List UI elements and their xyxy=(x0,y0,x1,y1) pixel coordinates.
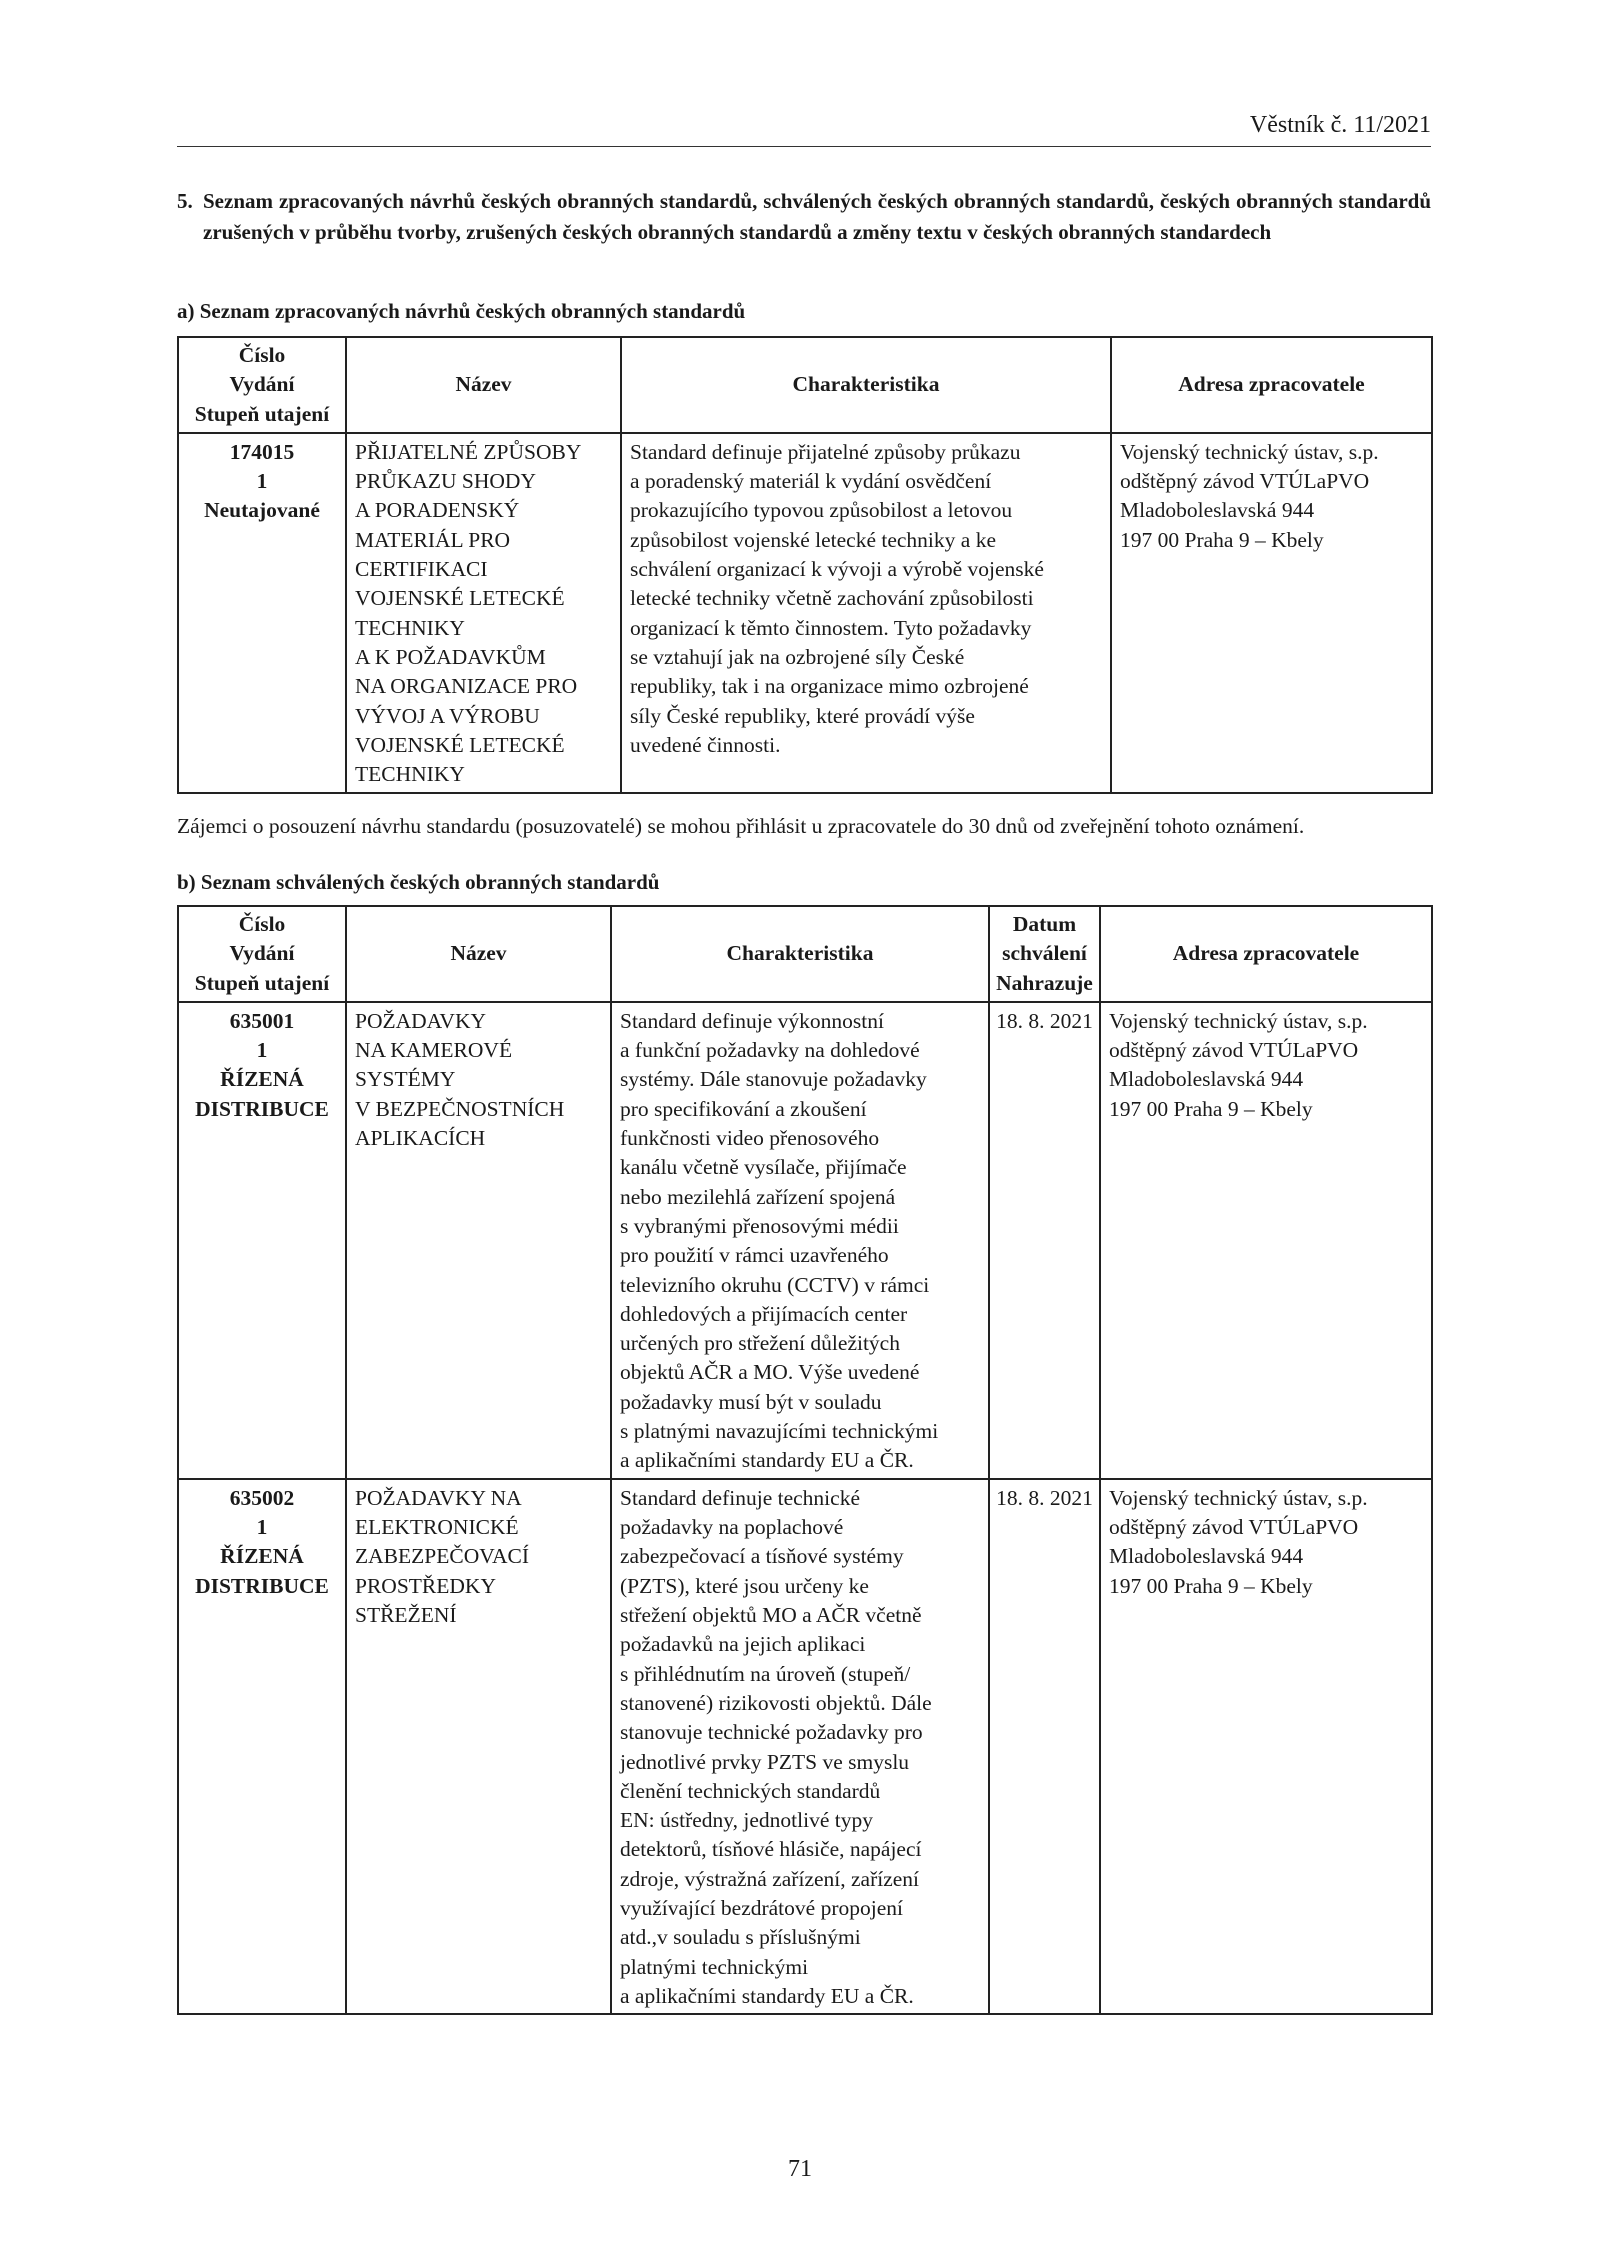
address-line: Mladoboleslavská 944 xyxy=(1120,498,1315,523)
header-characteristics-cell: Charakteristika xyxy=(611,906,989,1002)
characteristics-line: Standard definuje výkonnostní xyxy=(620,1008,884,1033)
table-row xyxy=(178,1479,1432,2014)
header-date-cell xyxy=(989,906,1100,1002)
table-row xyxy=(178,1002,1432,1479)
name-line: NA KAMEROVÉ xyxy=(355,1038,513,1063)
table-a-header-row xyxy=(178,337,1432,433)
approval-date-cell: 18. 8. 2021 xyxy=(989,1479,1100,2014)
characteristics-line: Standard definuje technické xyxy=(620,1485,860,1510)
address-line: 197 00 Praha 9 – Kbely xyxy=(1109,1573,1313,1598)
standard-number: 174015 xyxy=(229,439,295,464)
name-line: PŘIJATELNÉ ZPŮSOBY xyxy=(355,439,582,464)
characteristics-line: pro specifikování a zkoušení xyxy=(620,1096,867,1121)
header-id-line: Stupeň utajení xyxy=(194,401,330,426)
standard-number: 635002 xyxy=(229,1485,295,1510)
name-line: POŽADAVKY NA xyxy=(355,1485,522,1510)
characteristics-line: způsobilost vojenské letecké techniky a ke xyxy=(630,527,996,552)
characteristics-line: členění technických standardů xyxy=(620,1778,881,1803)
characteristics-line: (PZTS), které jsou určeny ke xyxy=(620,1573,869,1598)
table-a-title: a) Seznam zpracovaných návrhů českých obranných standardů xyxy=(177,299,746,323)
name-line: NA ORGANIZACE PRO xyxy=(355,674,578,699)
section-heading xyxy=(177,186,1431,248)
standard-edition: 1 xyxy=(256,1038,268,1063)
standard-name-cell xyxy=(346,1479,611,2014)
characteristics-line: stanovené) rizikovosti objektů. Dále xyxy=(620,1690,932,1715)
characteristics-line: uvedené činnosti. xyxy=(630,732,781,757)
characteristics-line: jednotlivé prvky PZTS ve smyslu xyxy=(620,1749,910,1774)
table-row xyxy=(178,433,1432,793)
header-id-line: Číslo xyxy=(238,912,286,936)
address-line: Mladoboleslavská 944 xyxy=(1109,1544,1304,1569)
name-line: APLIKACÍCH xyxy=(355,1126,486,1151)
name-line: VOJENSKÉ LETECKÉ xyxy=(355,586,565,611)
characteristics-line: dohledových a přijímacích center xyxy=(620,1301,908,1326)
characteristics-line: kanálu včetně vysílače, přijímače xyxy=(620,1155,907,1180)
characteristics-line: prokazujícího typovou způsobilost a letovou xyxy=(630,498,1013,523)
characteristics-line: požadavků na jejich aplikaci xyxy=(620,1632,866,1657)
name-line: V BEZPEČNOSTNÍCH xyxy=(355,1096,565,1121)
header-address-cell: Adresa zpracovatele xyxy=(1100,906,1432,1002)
characteristics-cell xyxy=(611,1002,989,1479)
characteristics-line: síly České republiky, které provádí výše xyxy=(630,703,975,728)
header-address-cell: Adresa zpracovatele xyxy=(1111,337,1432,433)
section-title: Seznam zpracovaných návrhů českých obranných standardů, schválených českých obranných standardů, českých obranných standardů zrušených v průběhu tvorby, zrušených českých obranných standardů a změny textu v českých obranných standardech xyxy=(203,189,1431,244)
standard-id-cell xyxy=(178,1002,346,1479)
characteristics-line: objektů AČR a MO. Výše uvedené xyxy=(620,1360,920,1385)
header-id-line: Číslo xyxy=(238,343,286,367)
characteristics-line: atd.,v souladu s příslušnými xyxy=(620,1925,861,1950)
characteristics-line: požadavky musí být v souladu xyxy=(620,1389,882,1414)
characteristics-cell xyxy=(621,433,1111,793)
classification-level: DISTRIBUCE xyxy=(195,1096,329,1121)
name-line: ELEKTRONICKÉ xyxy=(355,1515,519,1540)
address-line: odštěpný závod VTÚLaPVO xyxy=(1109,1038,1359,1063)
characteristics-line: a poradenský materiál k vydání osvědčení xyxy=(630,469,992,494)
characteristics-line: a aplikačními standardy EU a ČR. xyxy=(620,1448,914,1473)
characteristics-line: letecké techniky včetně zachování způsobilosti xyxy=(630,586,1034,611)
section-number: 5. xyxy=(177,189,193,213)
characteristics-line: a aplikačními standardy EU a ČR. xyxy=(620,1983,914,2008)
characteristics-line: a funkční požadavky na dohledové xyxy=(620,1038,920,1063)
characteristics-line: stanovuje technické požadavky pro xyxy=(620,1720,923,1745)
name-line: TECHNIKY xyxy=(355,762,465,787)
header-name-cell: Název xyxy=(346,337,621,433)
standard-edition: 1 xyxy=(256,469,268,494)
standard-id-cell xyxy=(178,1479,346,2014)
characteristics-line: s platnými navazujícími technickými xyxy=(620,1419,939,1444)
address-line: Vojenský technický ústav, s.p. xyxy=(1109,1485,1368,1510)
name-line: PRŮKAZU SHODY xyxy=(355,469,536,494)
classification-level: ŘÍZENÁ xyxy=(220,1067,304,1092)
header-date-line: Datum xyxy=(1012,912,1077,936)
characteristics-line: platnými technickými xyxy=(620,1954,809,1979)
approval-date-cell: 18. 8. 2021 xyxy=(989,1002,1100,1479)
address-line: odštěpný závod VTÚLaPVO xyxy=(1120,469,1370,494)
address-line: 197 00 Praha 9 – Kbely xyxy=(1109,1096,1313,1121)
characteristics-line: schválení organizací k vývoji a výrobě vojenské xyxy=(630,557,1044,582)
header-characteristics-cell: Charakteristika xyxy=(621,337,1111,433)
name-line: MATERIÁL PRO xyxy=(355,527,511,552)
characteristics-line: zdroje, výstražná zařízení, zařízení xyxy=(620,1866,920,1891)
classification-level: DISTRIBUCE xyxy=(195,1573,329,1598)
characteristics-line: systémy. Dále stanovuje požadavky xyxy=(620,1067,927,1092)
characteristics-line: pro použití v rámci uzavřeného xyxy=(620,1243,889,1268)
standard-name-cell xyxy=(346,433,621,793)
table-b-title: b) Seznam schválených českých obranných standardů xyxy=(177,870,660,894)
characteristics-line: detektorů, tísňové hlásiče, napájecí xyxy=(620,1837,922,1862)
header-id-cell xyxy=(178,906,346,1002)
address-cell xyxy=(1111,433,1432,793)
name-line: TECHNIKY xyxy=(355,615,465,640)
characteristics-line: funkčnosti video přenosového xyxy=(620,1126,880,1151)
characteristics-line: s vybranými přenosovými médii xyxy=(620,1213,899,1238)
name-line: SYSTÉMY xyxy=(355,1067,456,1092)
characteristics-line: střežení objektů MO a AČR včetně xyxy=(620,1603,922,1628)
name-line: VOJENSKÉ LETECKÉ xyxy=(355,732,565,757)
address-line: 197 00 Praha 9 – Kbely xyxy=(1120,527,1324,552)
name-line: POŽADAVKY xyxy=(355,1008,487,1033)
characteristics-line: se vztahují jak na ozbrojené síly České xyxy=(630,644,965,669)
characteristics-line: televizního okruhu (CCTV) v rámci xyxy=(620,1272,930,1297)
address-line: odštěpný závod VTÚLaPVO xyxy=(1109,1515,1359,1540)
address-cell xyxy=(1100,1479,1432,2014)
address-cell xyxy=(1100,1002,1432,1479)
standard-edition: 1 xyxy=(256,1515,268,1540)
page-number: 71 xyxy=(788,2156,812,2182)
characteristics-line: využívající bezdrátové propojení xyxy=(620,1896,903,1921)
table-a xyxy=(177,336,1433,794)
header-divider xyxy=(177,146,1431,147)
name-line: CERTIFIKACI xyxy=(355,557,488,582)
characteristics-line: požadavky na poplachové xyxy=(620,1515,844,1540)
standard-id-cell xyxy=(178,433,346,793)
characteristics-line: organizací k těmto činnostem. Tyto požadavky xyxy=(630,615,1032,640)
name-line: PROSTŘEDKY xyxy=(355,1573,496,1598)
address-line: Mladoboleslavská 944 xyxy=(1109,1067,1304,1092)
header-id-line: Vydání xyxy=(229,941,295,966)
reviewer-note: Zájemci o posouzení návrhu standardu (posuzovatelé) se mohou přihlásit u zpracovatele do 30 dnů od zveřejnění tohoto oznámení. xyxy=(177,814,1305,838)
name-line: A K POŽADAVKŮM xyxy=(355,644,546,669)
header-name-cell: Název xyxy=(346,906,611,1002)
characteristics-line: republiky, tak i na organizace mimo ozbrojené xyxy=(630,674,1029,699)
journal-header: Věstník č. 11/2021 xyxy=(1249,112,1431,138)
characteristics-line: Standard definuje přijatelné způsoby průkazu xyxy=(630,439,1021,464)
table-b xyxy=(177,905,1433,2015)
characteristics-line: určených pro střežení důležitých xyxy=(620,1331,900,1356)
characteristics-line: nebo mezilehlá zařízení spojená xyxy=(620,1184,896,1209)
header-date-line: Nahrazuje xyxy=(996,970,1093,995)
characteristics-line: s přihlédnutím na úroveň (stupeň/ xyxy=(620,1661,911,1686)
name-line: A PORADENSKÝ xyxy=(355,498,520,523)
table-b-header-row xyxy=(178,906,1432,1002)
standard-number: 635001 xyxy=(229,1008,295,1033)
characteristics-line: EN: ústředny, jednotlivé typy xyxy=(620,1808,873,1833)
header-date-line: schválení xyxy=(1002,941,1087,966)
header-id-line: Stupeň utajení xyxy=(194,970,330,995)
address-line: Vojenský technický ústav, s.p. xyxy=(1109,1008,1368,1033)
name-line: VÝVOJ A VÝROBU xyxy=(355,703,540,728)
header-id-line: Vydání xyxy=(229,372,295,397)
classification-level: ŘÍZENÁ xyxy=(220,1544,304,1569)
address-line: Vojenský technický ústav, s.p. xyxy=(1120,439,1379,464)
characteristics-cell xyxy=(611,1479,989,2014)
standard-name-cell xyxy=(346,1002,611,1479)
name-line: STŘEŽENÍ xyxy=(355,1603,457,1628)
characteristics-line: zabezpečovací a tísňové systémy xyxy=(620,1544,904,1569)
classification-level: Neutajované xyxy=(204,498,320,523)
name-line: ZABEZPEČOVACÍ xyxy=(355,1544,530,1569)
header-id-cell xyxy=(178,337,346,433)
